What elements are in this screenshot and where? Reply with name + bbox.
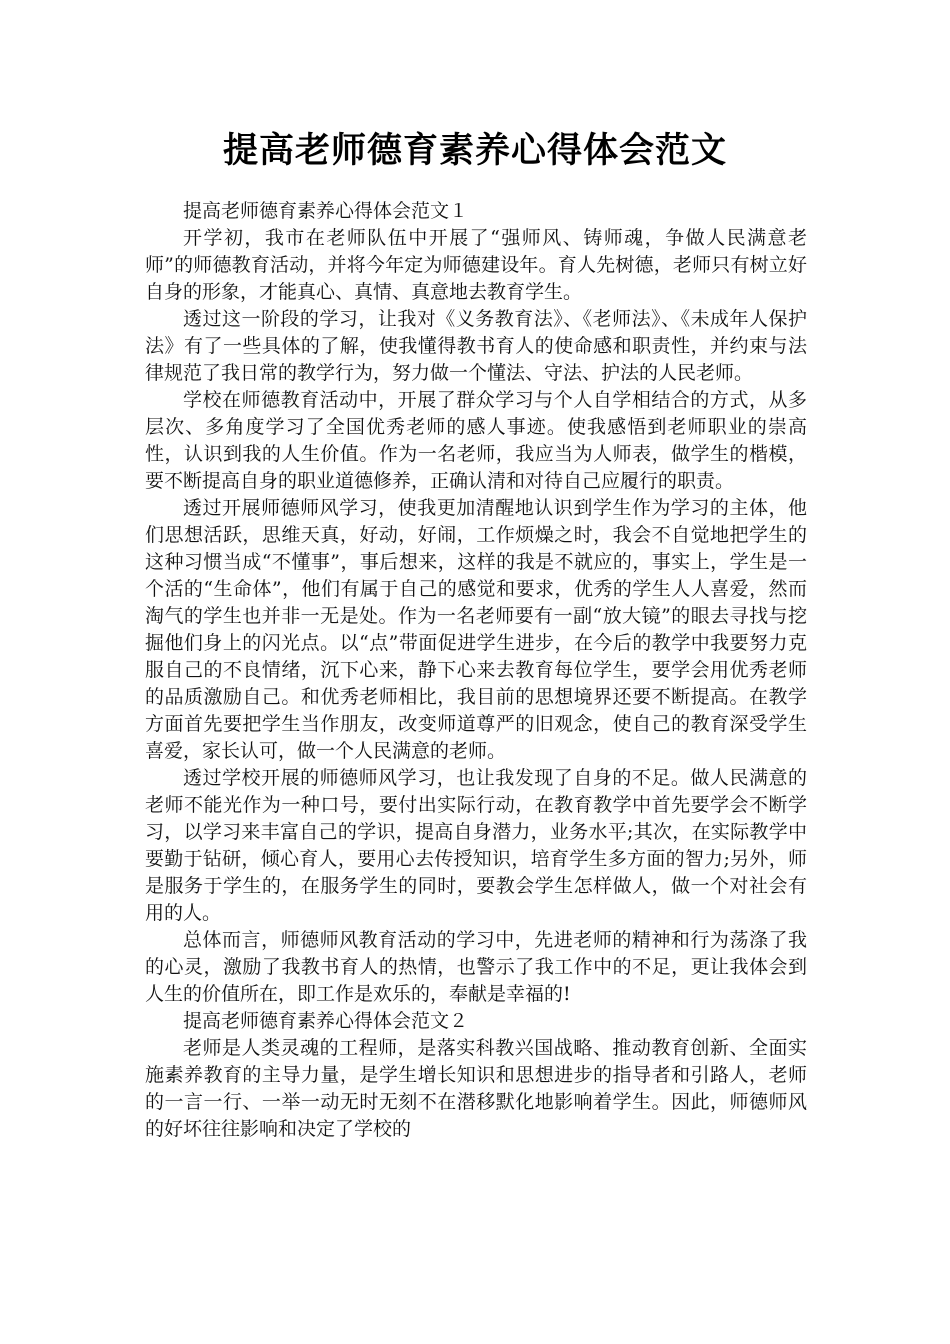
document-title: 提高老师德育素养心得体会范文	[222, 131, 727, 171]
paragraph: 学校在师德教育活动中，开展了群众学习与个人自学相结合的方式，从多层次、多角度学习了全国优秀老师的感人事迹。使我感悟到老师职业的崇高性，认识到我的人生价值。作为一名老师，我应当为人师表，做学生的楷模，要不断提高自身的职业道德修养，正确认清和对待自己应履行的职责。	[145, 389, 807, 492]
section-heading-2: 提高老师德育素养心得体会范文２	[183, 1010, 469, 1032]
paragraph: 透过学校开展的师德师风学习，也让我发现了自身的不足。做人民满意的老师不能光作为一种口号，要付出实际行动，在教育教学中首先要学会不断学习，以学习来丰富自己的学识，提高自身潜力，业务水平;其次，在实际教学中要勤于钻研，倾心育人，要用心去传授知识，培育学生多方面的智力;另外，师是服务于学生的，在服务学生的同时，要教会学生怎样做人，做一个对社会有用的人。	[145, 767, 807, 924]
document-body	[145, 198, 807, 1143]
paragraph: 老师是人类灵魂的工程师，是落实科教兴国战略、推动教育创新、全面实施素养教育的主导力量，是学生增长知识和思想进步的指导者和引路人，老师的一言一行、一举一动无时无刻不在潜移默化地影响着学生。因此，师德师风的好坏往往影响和决定了学校的	[145, 1037, 807, 1140]
paragraph: 开学初，我市在老师队伍中开展了“强师风、铸师魂，争做人民满意老师”的师德教育活动，并将今年定为师德建设年。育人先树德，老师只有树立好自身的形象，才能真心、真情、真意地去教育学生。	[145, 227, 807, 303]
section-heading-1: 提高老师德育素养心得体会范文１	[183, 200, 469, 222]
paragraph: 透过这一阶段的学习，让我对《义务教育法》、《老师法》、《未成年人保护法》有了一些具体的了解，使我懂得教书育人的使命感和职责性，并约束与法律规范了我日常的教学行为，努力做一个懂法、守法、护法的人民老师。	[145, 308, 807, 384]
paragraph: 透过开展师德师风学习，使我更加清醒地认识到学生作为学习的主体，他们思想活跃，思维天真，好动，好闹，工作烦燥之时，我会不自觉地把学生的这种习惯当成“不懂事”，事后想来，这样的我是不就应的，事实上，学生是一个活的“生命体”，他们有属于自己的感觉和要求，优秀的学生人人喜爱，然而淘气的学生也并非一无是处。作为一名老师要有一副“放大镜”的眼去寻找与挖掘他们身上的闪光点。以“点”带面促进学生进步，在今后的教学中我要努力克服自己的不良情绪，沉下心来，静下心来去教育每位学生，要学会用优秀老师的品质激励自己。和优秀老师相比，我目前的思想境界还要不断提高。在教学方面首先要把学生当作朋友，改变师道尊严的旧观念，使自己的教育深受学生喜爱，家长认可，做一个人民满意的老师。	[145, 497, 807, 762]
paragraph: 总体而言，师德师风教育活动的学习中，先进老师的精神和行为荡涤了我的心灵，激励了我教书育人的热情，也警示了我工作中的不足，更让我体会到人生的价值所在，即工作是欢乐的，奉献是幸福的!	[145, 929, 807, 1005]
